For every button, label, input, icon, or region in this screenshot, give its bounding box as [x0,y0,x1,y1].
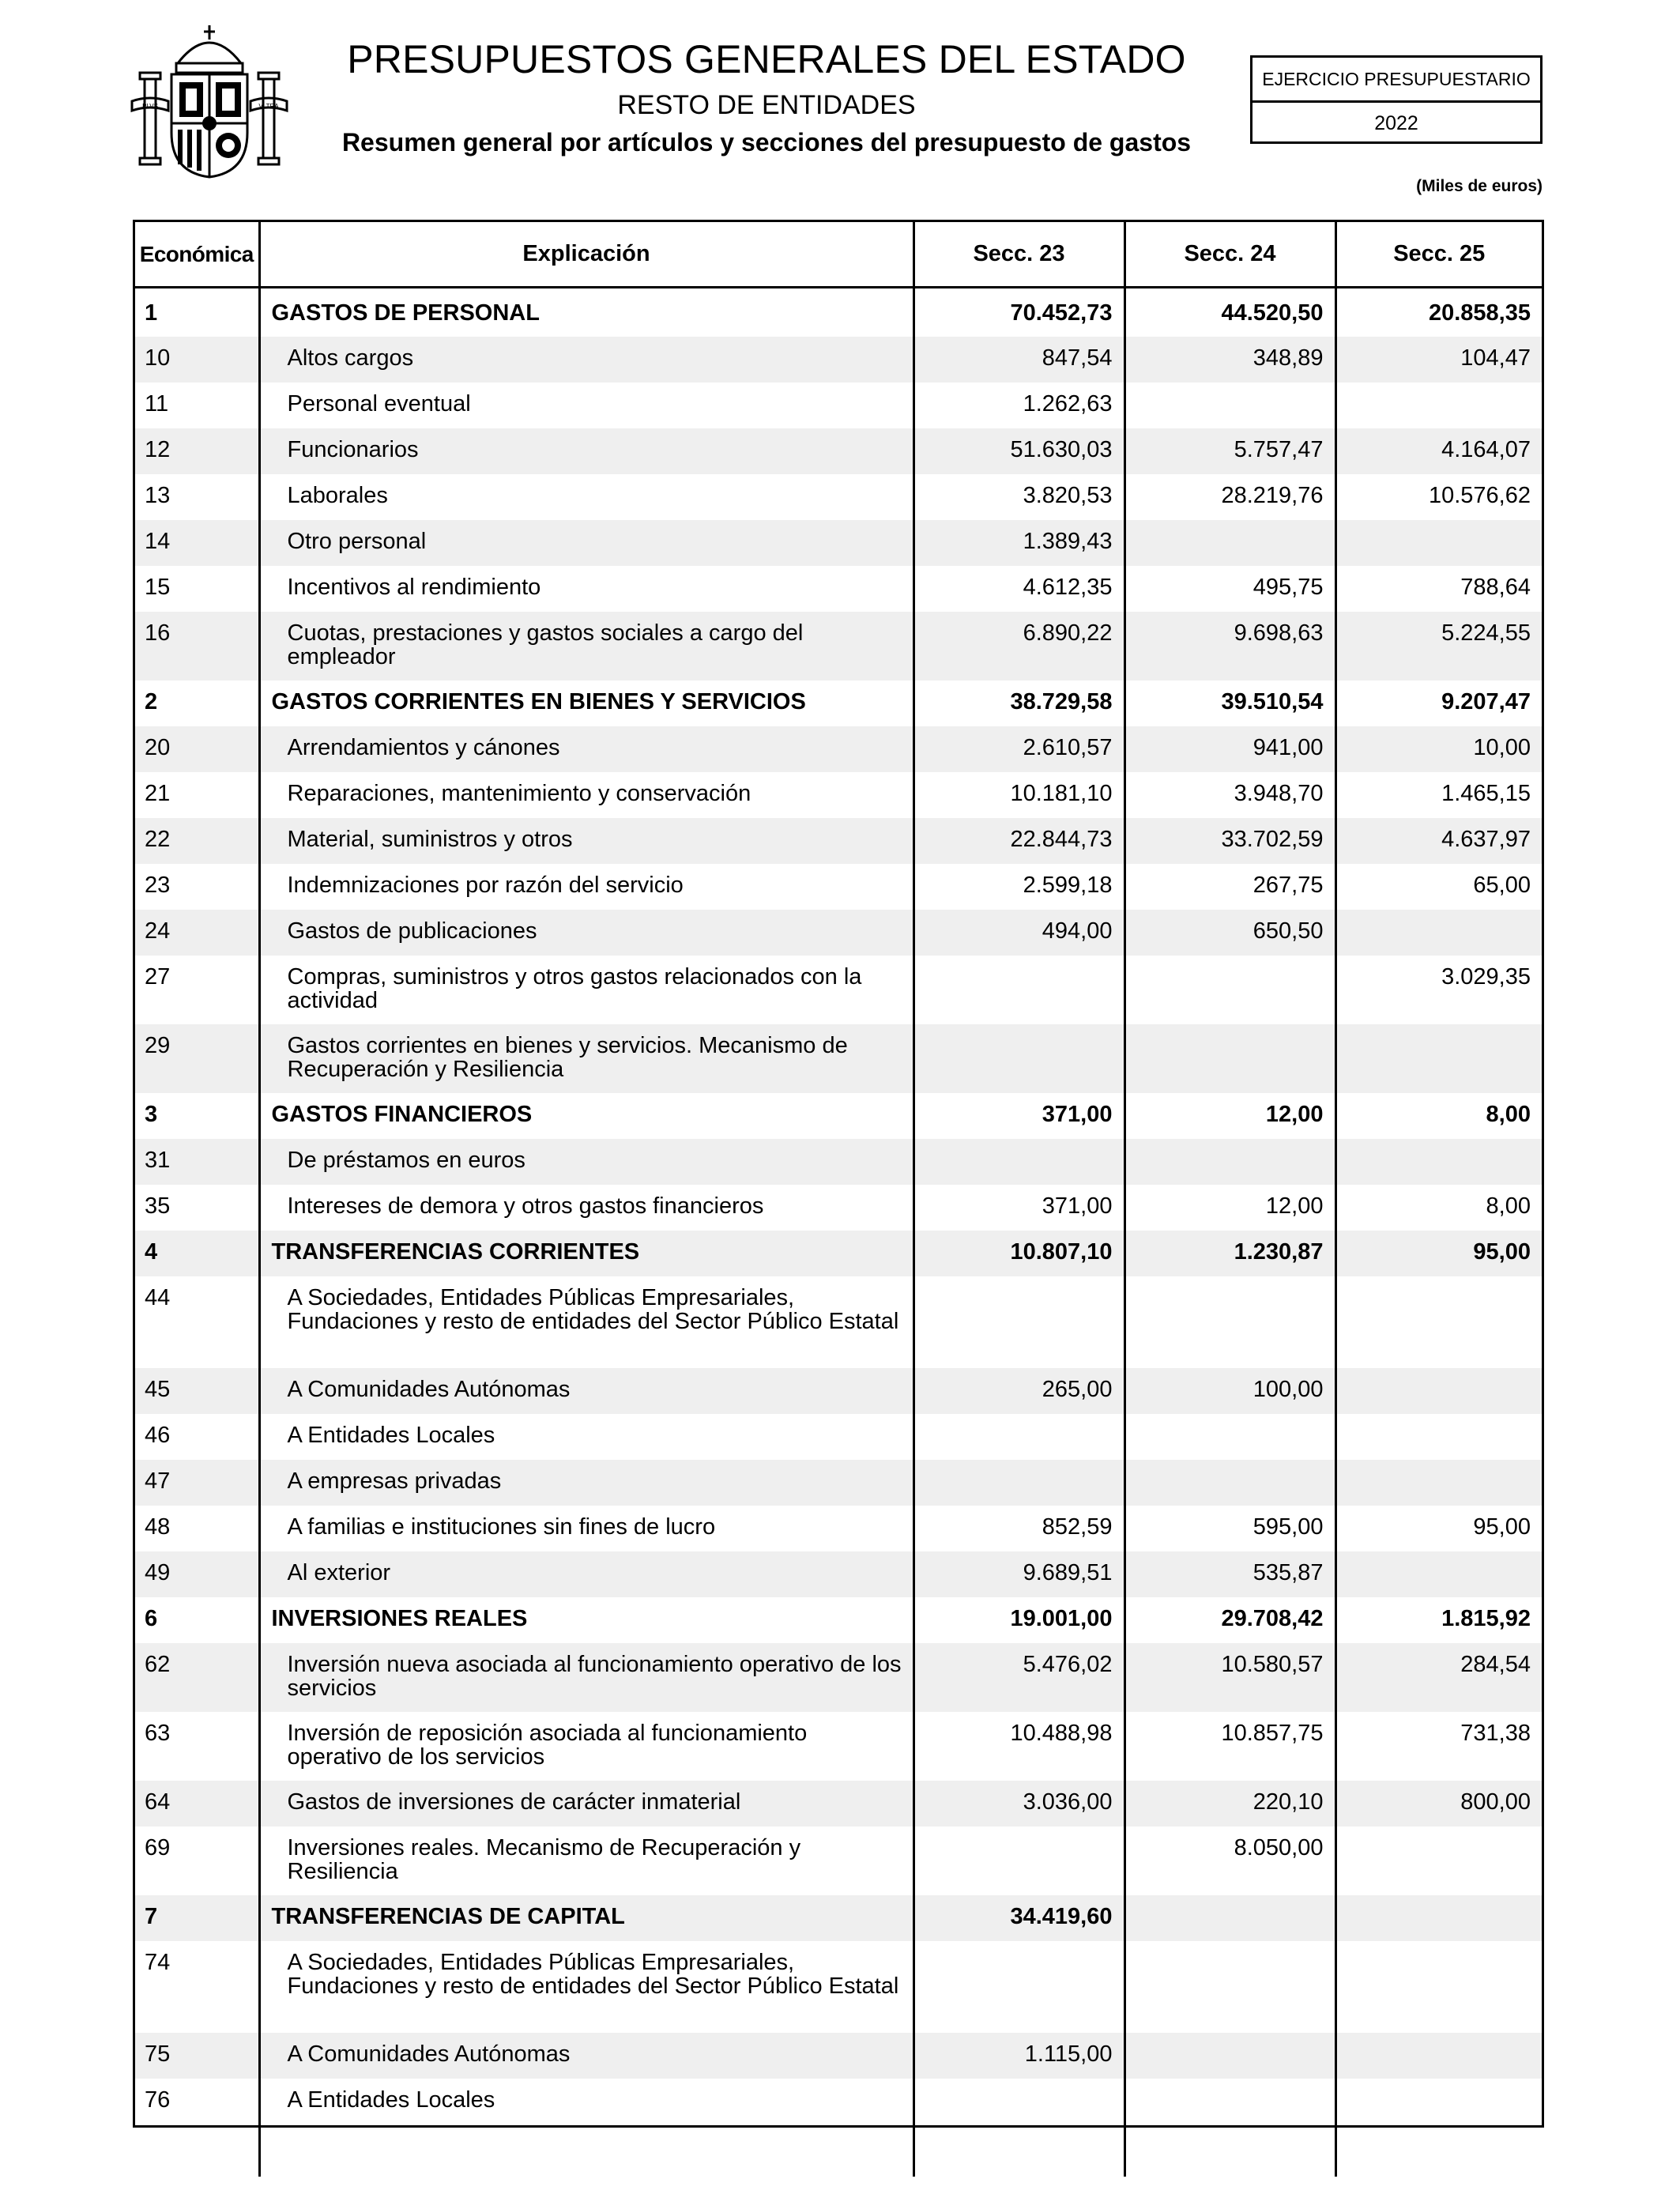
row-label: Intereses de demora y otros gastos financieros [259,1185,913,1231]
row-value-secc-23 [913,956,1124,1024]
row-value-secc-24: 348,89 [1124,337,1335,383]
row-value-secc-23: 1.262,63 [913,383,1124,428]
row-label: Cuotas, prestaciones y gastos sociales a cargo del empleador [259,612,913,680]
row-value-secc-25 [1335,2079,1542,2124]
table-row [135,956,1542,1024]
fiscal-year-value: 2022 [1374,111,1418,134]
row-code: 23 [135,864,259,910]
row-label: Indemnizaciones por razón del servicio [259,864,913,910]
row-value-secc-25: 8,00 [1486,1193,1531,1219]
row-value-secc-25: 10.576,62 [1428,482,1531,508]
column-header-secc-23: Secc. 23 [913,222,1124,288]
table-row [135,910,1542,956]
row-value-secc-23: 494,00 [913,910,1124,956]
table-row [135,566,1542,612]
row-value-secc-25: 104,47 [1335,337,1542,383]
row-value-secc-23 [913,1826,1124,1895]
table-row-chapter [135,1231,1542,1276]
row-value-secc-25 [1335,910,1542,956]
table-row [135,1781,1542,1826]
row-label: Al exterior [259,1551,913,1597]
row-label: A empresas privadas [259,1460,913,1506]
row-value-secc-24: 595,00 [1124,1506,1335,1551]
row-value-secc-24: 28.219,76 [1124,474,1335,520]
table-row [135,1712,1542,1781]
row-code: 15 [135,566,259,612]
row-value-secc-25: 65,00 [1473,872,1531,898]
row-value-secc-25: 1.815,92 [1441,1605,1531,1631]
row-code: 76 [135,2079,259,2124]
row-label: GASTOS DE PERSONAL [259,288,913,337]
row-value-secc-24: 39.510,54 [1124,680,1335,726]
row-label: Inversiones reales. Mecanismo de Recuperación y Resiliencia [259,1826,913,1895]
row-label: A familias e instituciones sin fines de lucro [259,1506,913,1551]
row-value-secc-24 [1124,520,1335,566]
row-code: 74 [135,1941,259,2033]
row-value-secc-25: 4.164,07 [1335,428,1542,474]
column-header-economica: Económica [135,222,259,288]
row-label: A Sociedades, Entidades Públicas Empresariales, Fundaciones y resto de entidades del Sector Público Estatal [259,1276,913,1368]
row-code: 29 [135,1024,259,1093]
row-label: TRANSFERENCIAS DE CAPITAL [259,1895,913,1941]
row-code: 44 [135,1276,259,1368]
row-value-secc-23: 2.610,57 [913,726,1124,772]
row-value-secc-23 [913,1024,1124,1093]
row-label: A Comunidades Autónomas [259,2033,913,2079]
row-value-secc-23 [913,1941,1124,2033]
table-filler-row [135,2124,1542,2177]
row-label: GASTOS CORRIENTES EN BIENES Y SERVICIOS [259,680,913,726]
row-code: 47 [135,1460,259,1506]
row-value-secc-24: 10.580,57 [1124,1643,1335,1712]
row-code: 69 [135,1826,259,1895]
row-value-secc-23 [913,2079,1124,2124]
row-value-secc-23: 10.488,98 [913,1712,1124,1781]
row-code: 31 [135,1139,259,1185]
table-row [135,520,1542,566]
row-value-secc-25: 95,00 [1335,1231,1542,1276]
row-value-secc-25 [1335,1276,1542,1368]
row-label: INVERSIONES REALES [259,1597,913,1643]
row-label: TRANSFERENCIAS CORRIENTES [259,1231,913,1276]
table-row [135,474,1542,520]
row-value-secc-25: 3.029,35 [1441,963,1531,990]
row-label: Funcionarios [259,428,913,474]
row-value-secc-25: 4.637,97 [1335,818,1542,864]
row-value-secc-25 [1335,1024,1542,1093]
row-value-secc-25: 10,00 [1335,726,1542,772]
row-label: Otro personal [259,520,913,566]
table-row [135,337,1542,383]
row-value-secc-25: 800,00 [1335,1781,1542,1826]
row-value-secc-23: 2.599,18 [913,864,1124,910]
table-row [135,1551,1542,1597]
row-code: 12 [135,428,259,474]
row-value-secc-23: 6.890,22 [913,612,1124,680]
row-value-secc-23: 10.807,10 [913,1231,1124,1276]
table-row [135,1414,1542,1460]
row-code: 20 [135,726,259,772]
row-value-secc-23: 371,00 [913,1185,1124,1231]
row-value-secc-24 [1124,2079,1335,2124]
row-value-secc-23: 371,00 [913,1093,1124,1139]
row-value-secc-24: 941,00 [1124,726,1335,772]
row-code: 45 [135,1368,259,1414]
row-code: 24 [135,910,259,956]
filler-cell [135,2124,259,2177]
row-value-secc-25 [1335,520,1542,566]
row-label: Reparaciones, mantenimiento y conservación [259,772,913,818]
row-label: A Sociedades, Entidades Públicas Empresariales, Fundaciones y resto de entidades del Sector Público Estatal [259,1941,913,2033]
row-code: 49 [135,1551,259,1597]
row-value-secc-25 [1335,1551,1542,1597]
row-code: 62 [135,1643,259,1712]
row-value-secc-23 [913,1276,1124,1368]
table-row [135,428,1542,474]
row-value-secc-25: 731,38 [1460,1720,1531,1746]
filler-cell [259,2124,913,2177]
row-value-secc-23: 22.844,73 [913,818,1124,864]
row-value-secc-23 [913,1414,1124,1460]
row-value-secc-24: 33.702,59 [1124,818,1335,864]
row-value-secc-25 [1335,1414,1542,1460]
row-value-secc-23: 847,54 [913,337,1124,383]
row-value-secc-23: 4.612,35 [913,566,1124,612]
row-label: Compras, suministros y otros gastos relacionados con la actividad [259,956,913,1024]
row-value-secc-23: 10.181,10 [913,772,1124,818]
row-value-secc-25 [1335,1826,1542,1895]
row-label: Incentivos al rendimiento [259,566,913,612]
table-row [135,383,1542,428]
row-value-secc-25: 9.207,47 [1441,688,1531,714]
table-body [135,288,1542,2177]
table-row [135,2033,1542,2079]
row-label: Gastos corrientes en bienes y servicios. Mecanismo de Recuperación y Resiliencia [259,1024,913,1093]
row-value-secc-25 [1335,1368,1542,1414]
row-code: 11 [135,383,259,428]
row-value-secc-24: 12,00 [1124,1185,1335,1231]
row-value-secc-24: 5.757,47 [1124,428,1335,474]
table-row [135,1024,1542,1093]
page-subtitle: RESTO DE ENTIDADES [617,90,916,120]
row-value-secc-24 [1124,1895,1335,1941]
table-header-row [135,222,1542,288]
row-value-secc-25: 95,00 [1473,1514,1531,1540]
fiscal-year-label: EJERCICIO PRESUPUESTARIO [1252,58,1540,103]
table-row [135,864,1542,910]
row-code: 46 [135,1414,259,1460]
row-value-secc-23: 9.689,51 [913,1551,1124,1597]
row-code: 14 [135,520,259,566]
table-row [135,1506,1542,1551]
row-code: 64 [135,1781,259,1826]
table-row [135,1941,1542,2033]
row-value-secc-24: 3.948,70 [1124,772,1335,818]
fiscal-year-box [1250,55,1543,144]
row-value-secc-24 [1124,1941,1335,2033]
row-code: 1 [135,288,259,337]
table-row-chapter [135,1597,1542,1643]
row-value-secc-24: 12,00 [1124,1093,1335,1139]
row-value-secc-23: 852,59 [913,1506,1124,1551]
row-label: Personal eventual [259,383,913,428]
budget-table [135,222,1542,2177]
row-value-secc-25: 1.465,15 [1441,780,1531,806]
row-code: 75 [135,2033,259,2079]
column-header-secc-25: Secc. 25 [1335,222,1542,288]
row-value-secc-23: 3.036,00 [913,1781,1124,1826]
table-row-chapter [135,1093,1542,1139]
row-label: Gastos de publicaciones [259,910,913,956]
coat-of-arms-icon [130,22,288,180]
row-value-secc-24 [1124,1139,1335,1185]
table-row [135,2079,1542,2124]
row-value-secc-25 [1335,1895,1542,1941]
row-value-secc-23: 3.820,53 [913,474,1124,520]
crest-motto-left: PLVS [142,103,158,110]
document-header [332,35,1201,160]
row-value-secc-25 [1335,2033,1542,2079]
row-value-secc-25 [1335,383,1542,428]
row-value-secc-24: 9.698,63 [1124,612,1335,680]
table-row [135,772,1542,818]
row-value-secc-23 [913,1139,1124,1185]
row-value-secc-25: 20.858,35 [1428,300,1531,326]
row-value-secc-24: 1.230,87 [1124,1231,1335,1276]
row-label: Gastos de inversiones de carácter inmaterial [259,1781,913,1826]
filler-cell [913,2124,1124,2177]
row-code: 48 [135,1506,259,1551]
table-row [135,1368,1542,1414]
units-note: (Miles de euros) [1416,177,1543,195]
page-description: Resumen general por artículos y secciones del presupuesto de gastos [341,128,1192,156]
row-value-secc-24: 8.050,00 [1124,1826,1335,1895]
row-value-secc-24: 100,00 [1124,1368,1335,1414]
row-value-secc-25 [1335,1460,1542,1506]
table-row [135,612,1542,680]
row-label: GASTOS FINANCIEROS [259,1093,913,1139]
row-value-secc-25 [1335,1139,1542,1185]
row-code: 16 [135,612,259,680]
row-code: 35 [135,1185,259,1231]
row-code: 21 [135,772,259,818]
table-row [135,1643,1542,1712]
crest-motto-right: VLTRA [258,103,279,110]
row-label: Material, suministros y otros [259,818,913,864]
row-label: De préstamos en euros [259,1139,913,1185]
row-label: Laborales [259,474,913,520]
row-value-secc-23 [913,1460,1124,1506]
row-value-secc-24 [1124,1024,1335,1093]
table-row-chapter [135,680,1542,726]
row-label: A Comunidades Autónomas [259,1368,913,1414]
row-label: Inversión nueva asociada al funcionamiento operativo de los servicios [259,1643,913,1712]
row-label: A Entidades Locales [259,2079,913,2124]
table-row-chapter [135,288,1542,337]
row-value-secc-25: 788,64 [1460,574,1531,600]
row-value-secc-24: 267,75 [1124,864,1335,910]
row-value-secc-25: 284,54 [1335,1643,1542,1712]
row-value-secc-25 [1335,1941,1542,2033]
row-value-secc-24: 535,87 [1124,1551,1335,1597]
row-value-secc-23: 265,00 [913,1368,1124,1414]
row-value-secc-23: 5.476,02 [913,1643,1124,1712]
row-code: 13 [135,474,259,520]
row-value-secc-24 [1124,956,1335,1024]
row-code: 27 [135,956,259,1024]
row-code: 6 [135,1597,259,1643]
row-value-secc-23: 19.001,00 [913,1597,1124,1643]
row-value-secc-24: 10.857,75 [1124,1712,1335,1781]
table-row-chapter [135,1895,1542,1941]
column-header-explicacion: Explicación [259,222,913,288]
row-code: 10 [135,337,259,383]
row-label: Altos cargos [259,337,913,383]
filler-cell [1335,2124,1542,2177]
filler-cell [1124,2124,1335,2177]
row-value-secc-24: 495,75 [1124,566,1335,612]
table-row [135,1185,1542,1231]
row-value-secc-24: 44.520,50 [1124,288,1335,337]
table-row [135,1276,1542,1368]
row-value-secc-23: 1.389,43 [913,520,1124,566]
row-value-secc-24 [1124,2033,1335,2079]
row-code: 63 [135,1712,259,1781]
row-code: 2 [135,680,259,726]
row-value-secc-23: 51.630,03 [913,428,1124,474]
table-row [135,818,1542,864]
row-value-secc-24 [1124,1414,1335,1460]
row-label: A Entidades Locales [259,1414,913,1460]
row-value-secc-23: 38.729,58 [913,680,1124,726]
row-code: 3 [135,1093,259,1139]
row-value-secc-25: 8,00 [1486,1101,1531,1127]
budget-table-frame [133,220,1544,2128]
row-code: 4 [135,1231,259,1276]
row-code: 7 [135,1895,259,1941]
table-row [135,726,1542,772]
row-value-secc-23: 34.419,60 [913,1895,1124,1941]
row-value-secc-24 [1124,1276,1335,1368]
table-row [135,1139,1542,1185]
row-value-secc-24: 29.708,42 [1124,1597,1335,1643]
row-label: Inversión de reposición asociada al funcionamiento operativo de los servicios [259,1712,913,1781]
row-label: Arrendamientos y cánones [259,726,913,772]
page-title: PRESUPUESTOS GENERALES DEL ESTADO [347,37,1186,81]
row-value-secc-25: 5.224,55 [1335,612,1542,680]
row-value-secc-24: 220,10 [1124,1781,1335,1826]
row-value-secc-24 [1124,383,1335,428]
row-code: 22 [135,818,259,864]
column-header-secc-24: Secc. 24 [1124,222,1335,288]
table-row [135,1460,1542,1506]
row-value-secc-24 [1124,1460,1335,1506]
row-value-secc-23: 70.452,73 [913,288,1124,337]
table-row [135,1826,1542,1895]
row-value-secc-23: 1.115,00 [913,2033,1124,2079]
row-value-secc-24: 650,50 [1124,910,1335,956]
